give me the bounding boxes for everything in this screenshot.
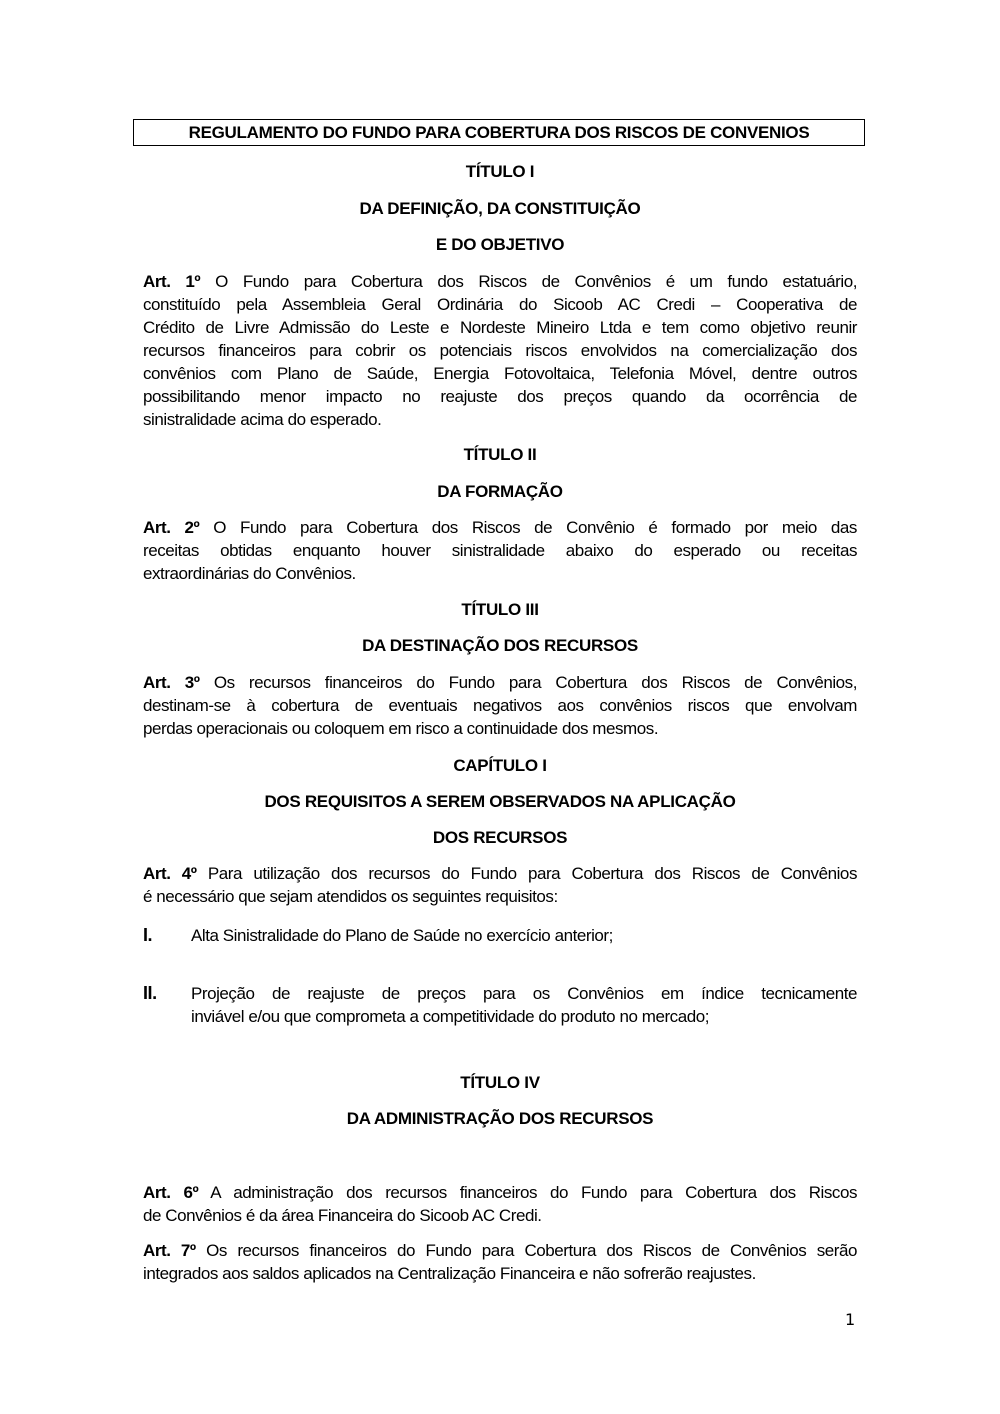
capitulo-1-subheading: DOS RECURSOS — [432, 828, 568, 847]
line-text: A administração dos recursos financeiros do Fundo para Cobertura dos Riscos — [210, 1183, 858, 1202]
text-line — [143, 270, 857, 293]
titulo-4-label: TÍTULO IV — [460, 1073, 540, 1092]
text-line — [143, 408, 857, 431]
article-6 — [143, 1181, 857, 1227]
line-text: Crédito de Livre Admissão do Leste e Nordeste Mineiro Ltda e tem como objetivo reunir — [143, 318, 857, 337]
text-line — [143, 694, 857, 717]
text-line: Projeção de reajuste de preços para os Convênios em índice tecnicamente — [191, 984, 857, 1003]
text-line — [143, 671, 857, 694]
line-text: perdas operacionais ou coloquem em risco a continuidade dos mesmos. — [143, 719, 659, 738]
text-line — [143, 562, 857, 585]
titulo-1-heading: DA DEFINIÇÃO, DA CONSTITUIÇÃO — [359, 199, 641, 218]
article-7 — [143, 1239, 857, 1285]
text-line — [143, 717, 857, 740]
line-text: O Fundo para Cobertura dos Riscos de Convênio é formado por meio das — [213, 518, 857, 537]
article-label: Art. 4º — [143, 864, 197, 883]
text-line: Alta Sinistralidade do Plano de Saúde no exercício anterior; — [191, 926, 613, 945]
titulo-1-label: TÍTULO I — [465, 162, 535, 181]
text-line — [143, 362, 857, 385]
line-text: convênios com Plano de Saúde, Energia Fotovoltaica, Telefonia Móvel, dentre outros — [143, 364, 857, 383]
text-line — [143, 539, 857, 562]
text-line: inviável e/ou que comprometa a competitividade do produto no mercado; — [191, 1007, 709, 1026]
text-line — [143, 293, 857, 316]
item-text — [191, 924, 857, 947]
document-title: REGULAMENTO DO FUNDO PARA COBERTURA DOS RISCOS DE CONVENIOS — [133, 119, 865, 146]
text-line — [143, 516, 857, 539]
text-line — [143, 1239, 857, 1262]
line-text: sinistralidade acima do esperado. — [143, 410, 382, 429]
line-text: Os recursos financeiros do Fundo para Cobertura dos Riscos de Convênios, — [213, 673, 858, 692]
line-text: receitas obtidas enquanto houver sinistralidade abaixo do esperado ou receitas — [143, 541, 857, 560]
text-line — [143, 862, 857, 885]
line-text: Para utilização dos recursos do Fundo para Cobertura dos Riscos de Convênios — [207, 864, 857, 883]
text-line — [143, 1181, 857, 1204]
line-text: integrados aos saldos aplicados na Centralização Financeira e não sofrerão reajustes. — [143, 1264, 756, 1283]
page-number: 1 — [845, 1310, 856, 1329]
line-text: constituído pela Assembleia Geral Ordinária do Sicoob AC Credi – Cooperativa de — [143, 295, 857, 314]
text-line — [143, 339, 857, 362]
line-text: O Fundo para Cobertura dos Riscos de Convênios é um fundo estatuário, — [215, 272, 857, 291]
titulo-2-heading: DA FORMAÇÃO — [437, 482, 563, 501]
item-number: II. — [143, 983, 157, 1003]
article-label: Art. 7º — [143, 1241, 196, 1260]
text-line — [143, 885, 857, 908]
line-text: é necessário que sejam atendidos os seguintes requisitos: — [143, 887, 558, 906]
line-text: possibilitando menor impacto no reajuste dos preços quando da ocorrência de — [143, 387, 857, 406]
titulo-3-label: TÍTULO III — [461, 600, 539, 619]
line-text: extraordinárias do Convênios. — [143, 564, 356, 583]
line-text: de Convênios é da área Financeira do Sicoob AC Credi. — [143, 1206, 542, 1225]
article-2 — [143, 516, 857, 585]
titulo-3-heading: DA DESTINAÇÃO DOS RECURSOS — [362, 636, 638, 655]
titulo-2-label: TÍTULO II — [463, 445, 537, 464]
text-line — [143, 1204, 857, 1227]
article-label: Art. 3º — [143, 673, 200, 692]
item-text — [191, 982, 857, 1028]
article-label: Art. 2º — [143, 518, 200, 537]
article-label: Art. 6º — [143, 1183, 199, 1202]
article-4 — [143, 862, 857, 908]
titulo-1-subheading: E DO OBJETIVO — [435, 235, 565, 254]
line-text: recursos financeiros para cobrir os potenciais riscos envolvidos na comercialização dos — [143, 341, 857, 360]
article-1 — [143, 270, 857, 431]
text-line — [143, 1262, 857, 1285]
article-3 — [143, 671, 857, 740]
line-text: destinam-se à cobertura de eventuais negativos aos convênios riscos que envolvam — [143, 696, 857, 715]
capitulo-1-heading: DOS REQUISITOS A SEREM OBSERVADOS NA APLICAÇÃO — [264, 792, 736, 811]
article-label: Art. 1º — [143, 272, 201, 291]
titulo-4-heading: DA ADMINISTRAÇÃO DOS RECURSOS — [346, 1109, 654, 1128]
capitulo-1-label: CAPÍTULO I — [453, 756, 547, 775]
item-number: I. — [143, 925, 153, 945]
text-line — [143, 316, 857, 339]
line-text: Os recursos financeiros do Fundo para Cobertura dos Riscos de Convênios serão — [206, 1241, 858, 1260]
text-line — [143, 385, 857, 408]
